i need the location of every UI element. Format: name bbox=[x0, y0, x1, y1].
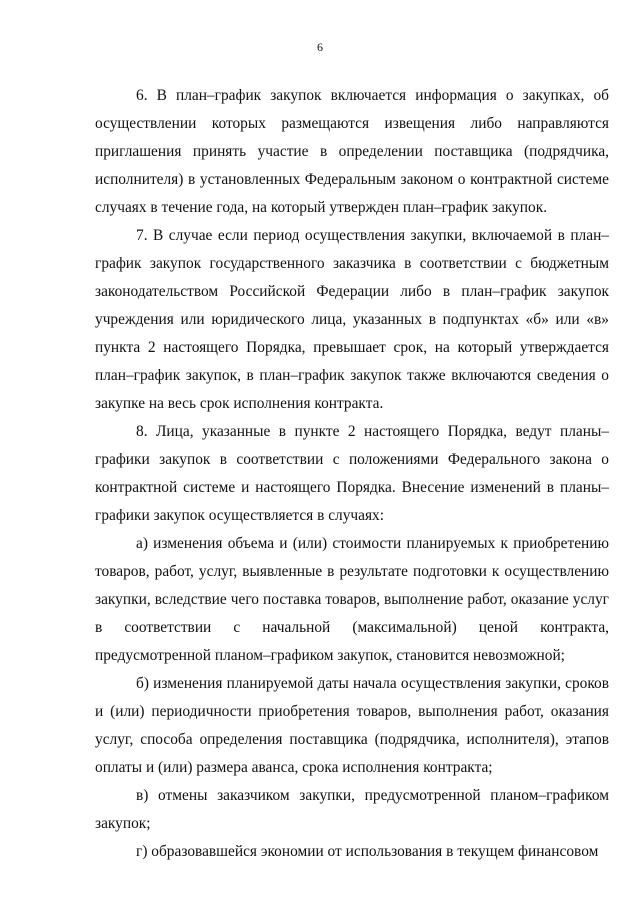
page-number: 6 bbox=[317, 40, 323, 54]
paragraph-8g: г) образовавшейся экономии от использования в текущем финансовом bbox=[136, 843, 599, 860]
document-body bbox=[95, 82, 609, 866]
paragraph-8v: в) отмены заказчиком закупки, предусмотренной планом–графиком закупок; bbox=[95, 787, 609, 832]
paragraph-8: 8. Лица, указанные в пункте 2 настоящего Порядка, ведут планы–графики закупок в соответствии с положениями Федерального закона о контрактной системе и настоящего Порядка. Внесение изменений в планы–графики закупок осуществляется в случаях: bbox=[95, 423, 609, 524]
paragraph-6: 6. В план–график закупок включается информация о закупках, об осуществлении которых размещаются извещения либо направляются приглашения принять участие в определении поставщика (подрядчика, исполнителя) в установленных Федеральным законом о контрактной системе случаях в течение года, на который утвержден план–график закупок. bbox=[95, 87, 609, 216]
paragraph-8b: б) изменения планируемой даты начала осуществления закупки, сроков и (или) периодичности приобретения товаров, выполнения работ, оказания услуг, способа определения поставщика (подрядчика, исполнителя), этапов оплаты и (или) размера аванса, срока исполнения контракта; bbox=[95, 675, 609, 776]
paragraph-7: 7. В случае если период осуществления закупки, включаемой в план–график закупок государственного заказчика в соответствии с бюджетным законодательством Российской Федерации либо в план–график закупок учреждения или юридического лица, указанных в подпунктах «б» или «в» пункта 2 настоящего Порядка, превышает срок, на который утверждается план–график закупок, в план–график закупок также включаются сведения о закупке на весь срок исполнения контракта. bbox=[95, 227, 609, 412]
paragraph-8a: а) изменения объема и (или) стоимости планируемых к приобретению товаров, работ, услуг, выявленные в результате подготовки к осуществлению закупки, вследствие чего поставка товаров, выполнение работ, оказание услуг в соответствии с начальной (максимальной) ценой контракта, предусмотренной планом–графиком закупок, становится невозможной; bbox=[95, 535, 609, 664]
